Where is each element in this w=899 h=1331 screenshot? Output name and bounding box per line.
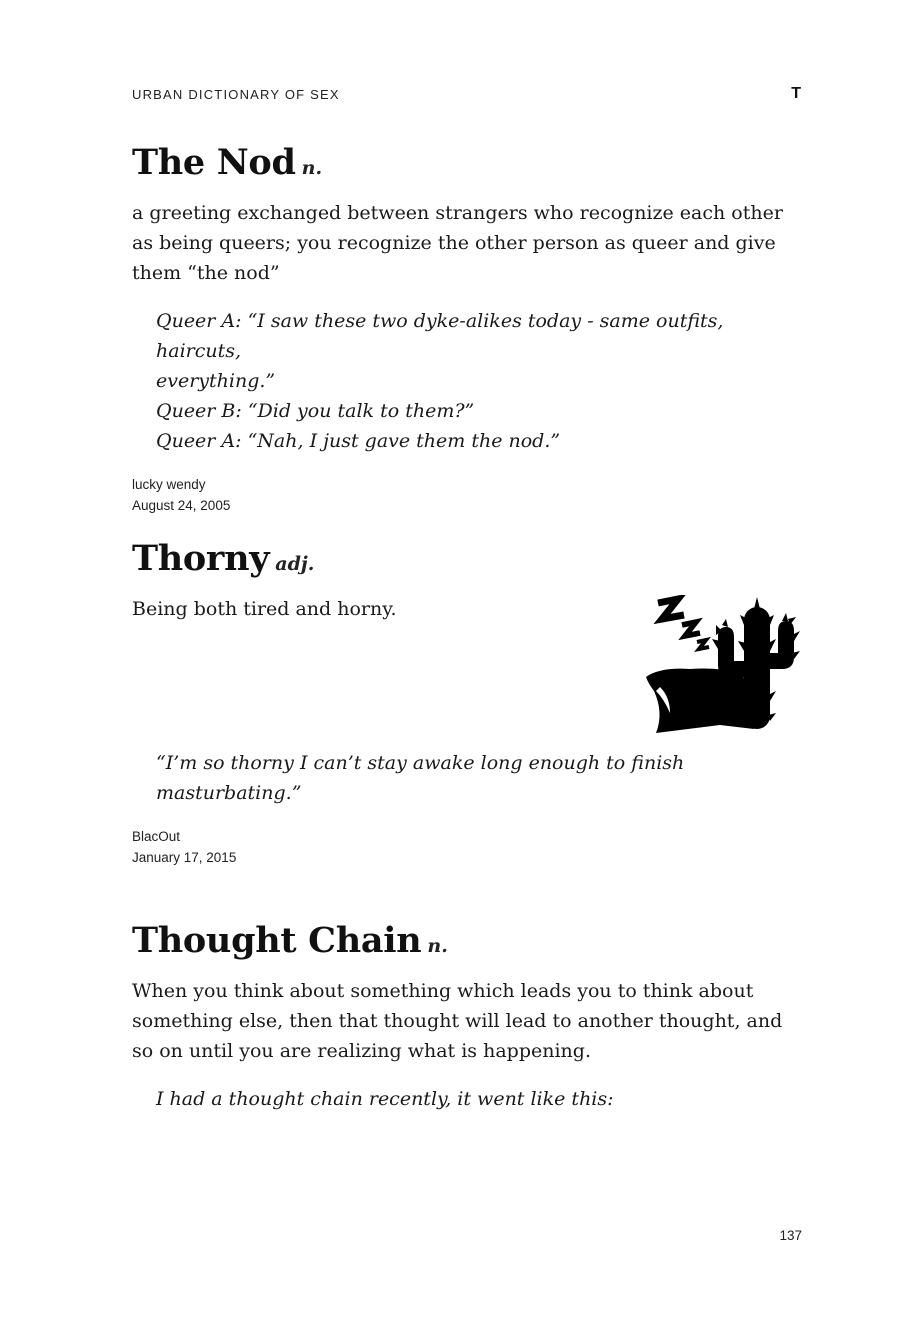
part-of-speech: adj.	[275, 553, 315, 575]
example-line: “I’m so thorny I can’t stay awake long enough to finish	[156, 752, 685, 774]
headword: Thorny	[132, 538, 270, 579]
headword: Thought Chain	[132, 920, 422, 961]
headword: The Nod	[132, 142, 296, 183]
entry-thorny-example	[132, 748, 802, 868]
definition: When you think about something which leads you to think about something else, then that thought will lead to another thought, and so on until you are realizing what is happening.	[132, 980, 783, 1062]
date: August 24, 2005	[132, 498, 231, 513]
example-line: Queer B: “Did you talk to them?”	[156, 400, 475, 422]
entry-thought-chain	[132, 920, 802, 1114]
example-line: I had a thought chain recently, it went like this:	[156, 1088, 614, 1110]
example-line: masturbating.”	[156, 782, 302, 804]
headword-line	[132, 920, 802, 961]
sleeping-cactus-icon	[640, 595, 805, 735]
section-letter: T	[791, 85, 801, 102]
example-quote	[132, 748, 802, 808]
headword-line	[132, 538, 802, 579]
entry-the-nod	[132, 142, 802, 516]
example-quote	[132, 1084, 802, 1114]
author: lucky wendy	[132, 477, 206, 492]
author: BlacOut	[132, 829, 181, 844]
part-of-speech: n.	[427, 935, 448, 957]
definition: a greeting exchanged between strangers who recognize each other as being queers; you recognize the other person as queer and give them “the nod”	[132, 202, 783, 284]
date: January 17, 2015	[132, 850, 237, 865]
running-head: URBAN DICTIONARY OF SEX	[132, 87, 340, 102]
example-line: everything.”	[156, 370, 276, 392]
example-line: Queer A: “I saw these two dyke-alikes today - same outfits, haircuts,	[156, 310, 724, 362]
headword-line	[132, 142, 802, 183]
page-number: 137	[779, 1228, 802, 1243]
example-line: Queer A: “Nah, I just gave them the nod.”	[156, 430, 561, 452]
definition: Being both tired and horny.	[132, 598, 397, 620]
part-of-speech: n.	[301, 157, 323, 179]
example-quote	[132, 306, 802, 456]
